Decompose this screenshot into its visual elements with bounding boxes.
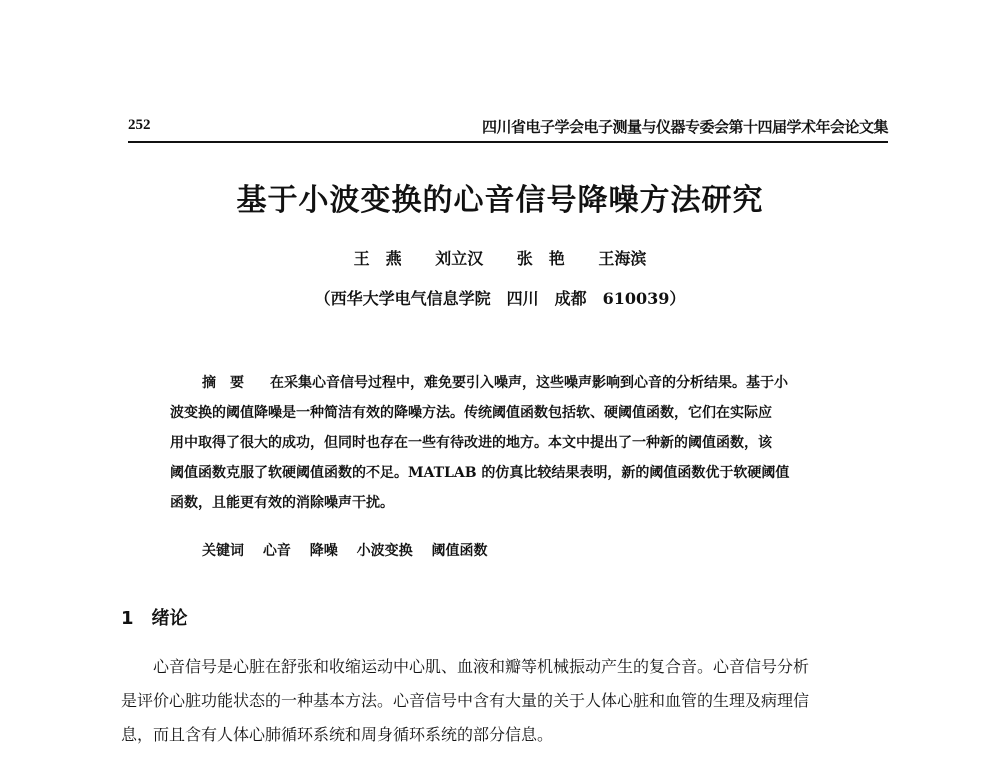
body-line: 是评价心脏功能状态的一种基本方法。心音信号中含有大量的关于人体心脏和血管的生理及病理信 [121, 691, 810, 710]
journal-title: 四川省电子学会电子测量与仪器专委会第十四届学术年会论文集 [481, 118, 888, 136]
keyword: 心音 [262, 543, 291, 559]
abstract-line: 函数，且能更有效的消除噪声干扰。 [170, 495, 394, 511]
section-heading [121, 604, 188, 630]
abstract-line: 用中取得了很大的成功，但同时也存在一些有待改进的地方。本文中提出了一种新的阈值函数，该 [170, 435, 772, 451]
page-header [128, 113, 888, 143]
keywords [202, 540, 502, 560]
abstract-text: 在采集心音信号过程中，难免要引入噪声，这些噪声影响到心音的分析结果。基于小 [270, 375, 788, 391]
body-line: 息，而且含有人体心肺循环系统和周身循环系统的部分信息。 [121, 725, 554, 744]
abstract-line: 阈值函数克服了软硬阈值函数的不足。MATLAB 的仿真比较结果表明，新的阈值函数优于软硬阈值 [170, 465, 790, 481]
paper-title: 基于小波变换的心音信号降噪方法研究 [236, 183, 764, 218]
abstract-line [170, 368, 830, 398]
abstract-line: 波变换的阈值降噪是一种简洁有效的降噪方法。传统阈值函数包括软、硬阈值函数，它们在实际应 [170, 405, 772, 421]
affiliation: （西华大学电气信息学院 四川 成都 610039） [314, 289, 686, 308]
author: 王海滨 [598, 249, 647, 268]
keywords-label: 关键词 [202, 543, 244, 559]
abstract-label: 摘要 [202, 375, 258, 391]
author: 张 艳 [516, 249, 565, 268]
author-list [0, 246, 1000, 269]
body-line: 心音信号是心脏在舒张和收缩运动中心肌、血液和瓣等机械振动产生的复合音。心音信号分析 [153, 657, 810, 676]
keyword: 降噪 [309, 543, 338, 559]
body-paragraph [121, 650, 881, 752]
keyword: 阈值函数 [431, 543, 488, 559]
abstract [170, 368, 830, 518]
keyword: 小波变换 [356, 543, 413, 559]
section-title: 绪论 [151, 608, 188, 629]
page-number: 252 [128, 117, 151, 133]
author: 王 燕 [353, 249, 402, 268]
section-number: 1 [121, 608, 134, 629]
author: 刘立汉 [435, 249, 484, 268]
